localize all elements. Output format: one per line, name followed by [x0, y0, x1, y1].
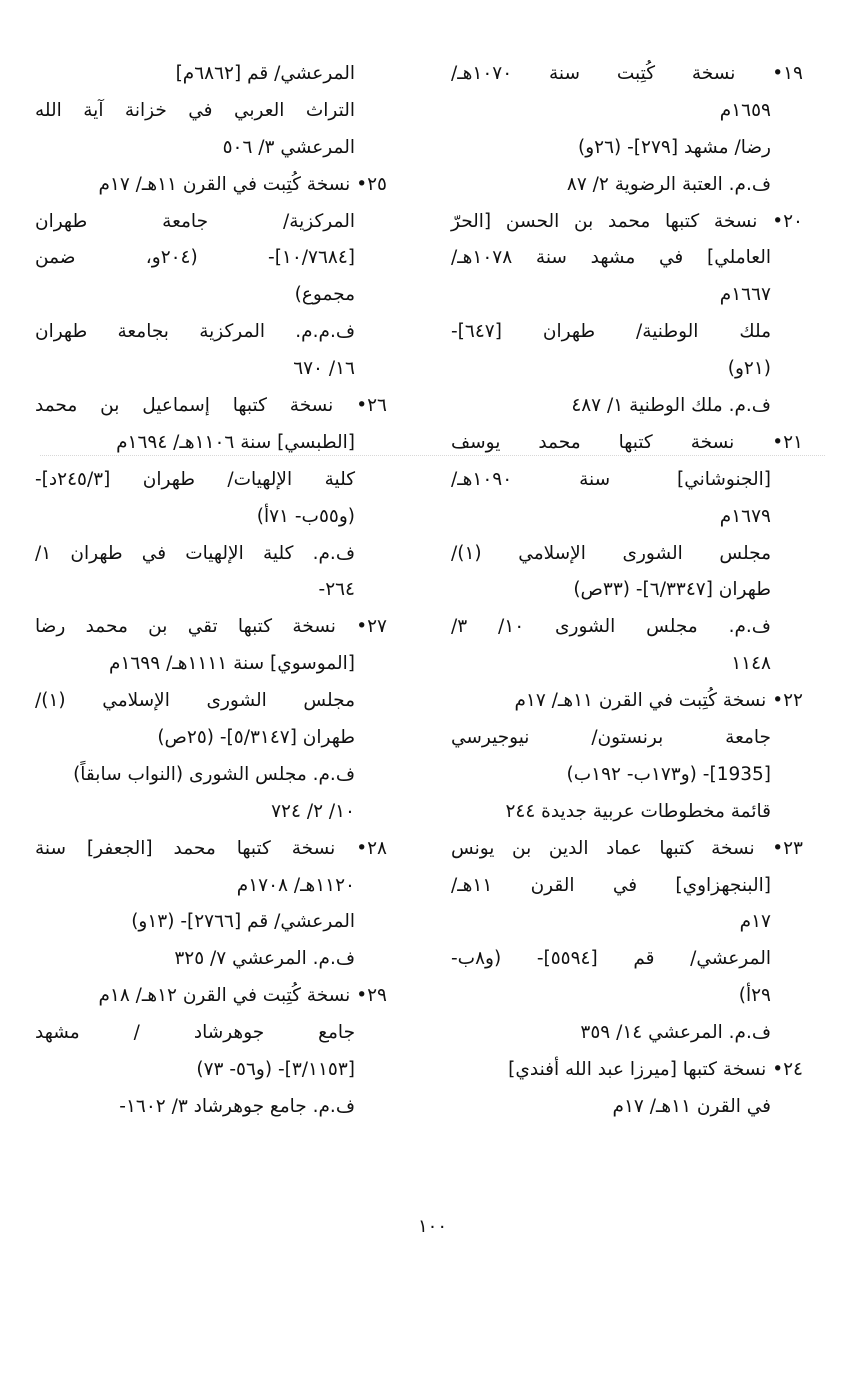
entry-line: ١٠/ ٢/ ٧٢٤ — [271, 800, 355, 822]
entry-start-line: ١٩• نسخة كُتِبت سنة ١٠٧٠هـ/ — [451, 63, 803, 84]
entry-line: (٢١و) — [727, 358, 771, 380]
entry-line: ف.م. العتبة الرضوية ٢/ ٨٧ — [566, 173, 771, 195]
entry-start-line: ٢٣• نسخة كتبها عماد الدين بن يونس — [451, 837, 803, 859]
entry-line: ١١٤٨ — [731, 653, 771, 675]
right-column — [451, 56, 803, 1126]
entry-line: [١٠/٧٦٨٤]- (٢٠٤و، ضمن — [35, 247, 355, 269]
entry-line: ف.م. كلية الإلهيات في طهران ١/ — [35, 542, 355, 564]
entry-start-line: ٢٢• نسخة كُتِبت في القرن ١١هـ/ ١٧م — [514, 690, 803, 712]
entry-line: ف.م. ملك الوطنية ١/ ٤٨٧ — [571, 395, 771, 417]
entry-line: [الجنوشاني] سنة ١٠٩٠هـ/ — [451, 468, 771, 490]
scan-dotted-rule — [40, 455, 825, 456]
entry-line: مجلس الشورى الإسلامي (١)/ — [35, 690, 355, 712]
entry-line: [الموسوي] سنة ١١١١هـ/ ١٦٩٩م — [108, 653, 355, 675]
entry-start-line: ٢٩• نسخة كُتِبت في القرن ١٢هـ/ ١٨م — [98, 985, 387, 1007]
entry-line: [البنجهزاوي] في القرن ١١هـ/ — [451, 874, 771, 896]
entry-line: جامعة برنستون/ نيوجيرسي — [451, 727, 771, 749]
entry-start-line: ٢٠• نسخة كتبها محمد بن الحسن [الحرّ — [451, 210, 803, 232]
entry-line: ٢٩أ) — [738, 985, 771, 1007]
entry-start-line: ٢٥• نسخة كُتِبت في القرن ١١هـ/ ١٧م — [98, 173, 387, 195]
entry-start-line: ٢٦• نسخة كتبها إسماعيل بن محمد — [35, 395, 387, 417]
entry-line: [الطبسي] سنة ١١٠٦هـ/ ١٦٩٤م — [116, 431, 355, 453]
entry-line: مجلس الشورى الإسلامي (١)/ — [451, 542, 771, 564]
entry-line: ١٧م — [739, 911, 771, 933]
entry-line: ١٦٧٩م — [719, 505, 771, 527]
entry-line: العاملي] في مشهد سنة ١٠٧٨هـ/ — [451, 247, 771, 269]
entry-line: التراث العربي في خزانة آية الله — [35, 99, 355, 121]
entry-line: المرعشي/ قم [٥٥٩٤]- (و٨ب- — [451, 948, 771, 970]
entry-line: المرعشي/ قم [٢٧٦٦]- (١٣و) — [131, 911, 355, 933]
entry-line: [٣/١١٥٣]- (و٥٦- ٧٣) — [196, 1059, 355, 1081]
entry-line: المرعشي/ قم [٦٨٦٢م] — [175, 63, 355, 84]
left-column — [35, 56, 387, 1126]
entry-line: طهران [٦/٣٣٤٧]- (٣٣ص) — [573, 579, 771, 601]
entry-start-line: ٢٤• نسخة كتبها [ميرزا عبد الله أفندي] — [508, 1059, 803, 1081]
entry-line: ١٦٥٩م — [719, 99, 771, 121]
entry-line: ف.م. المرعشي ١٤/ ٣٥٩ — [580, 1022, 771, 1044]
entry-start-line: ٢٨• نسخة كتبها محمد [الجعفر] سنة — [35, 837, 387, 859]
entry-line: قائمة مخطوطات عربية جديدة ٢٤٤ — [505, 800, 771, 822]
entry-line: مجموع) — [294, 284, 355, 306]
entry-line: ١١٢٠هـ/ ١٧٠٨م — [236, 874, 355, 896]
entry-line: [1935]- (و١٧٣ب- ١٩٢ب) — [566, 763, 771, 785]
entry-line: جامع جوهرشاد / مشهد — [35, 1022, 355, 1044]
entry-start-line: ٢١• نسخة كتبها محمد يوسف — [451, 431, 803, 453]
entry-line: (و٥٥ب- ٧١أ) — [256, 505, 355, 527]
entry-line: في القرن ١١هـ/ ١٧م — [612, 1095, 771, 1117]
entry-line: المركزية/ جامعة طهران — [35, 210, 355, 232]
entry-line: ملك الوطنية/ طهران [٦٤٧]- — [451, 321, 771, 343]
entry-line: ١٦/ ٦٧٠ — [293, 358, 355, 380]
entry-line: ف.م. مجلس الشورى ١٠/ ٣/ — [451, 616, 771, 638]
entry-line: ف.م.م. المركزية بجامعة طهران — [35, 321, 355, 343]
entry-line: ف.م. جامع جوهرشاد ٣/ ١٦٠٢- — [119, 1095, 355, 1117]
entry-line: كلية الإلهيات/ طهران [٢٤٥/٣د]- — [35, 468, 355, 490]
entry-line: طهران [٥/٣١٤٧]- (٢٥ص) — [157, 727, 355, 749]
entry-line: ف.م. مجلس الشورى (النواب سابقاً) — [73, 763, 355, 785]
page-number: ١٠٠ — [417, 1216, 447, 1237]
entry-start-line: ٢٧• نسخة كتبها تقي بن محمد رضا — [35, 616, 387, 638]
entry-line: المرعشي ٣/ ٥٠٦ — [222, 136, 355, 158]
entry-line: ٢٦٤- — [318, 579, 355, 601]
entry-line: ف.م. المرعشي ٧/ ٣٢٥ — [174, 948, 355, 970]
entry-line: ١٦٦٧م — [719, 284, 771, 306]
entry-line: رضا/ مشهد [٢٧٩]- (٢٦و) — [578, 136, 771, 158]
